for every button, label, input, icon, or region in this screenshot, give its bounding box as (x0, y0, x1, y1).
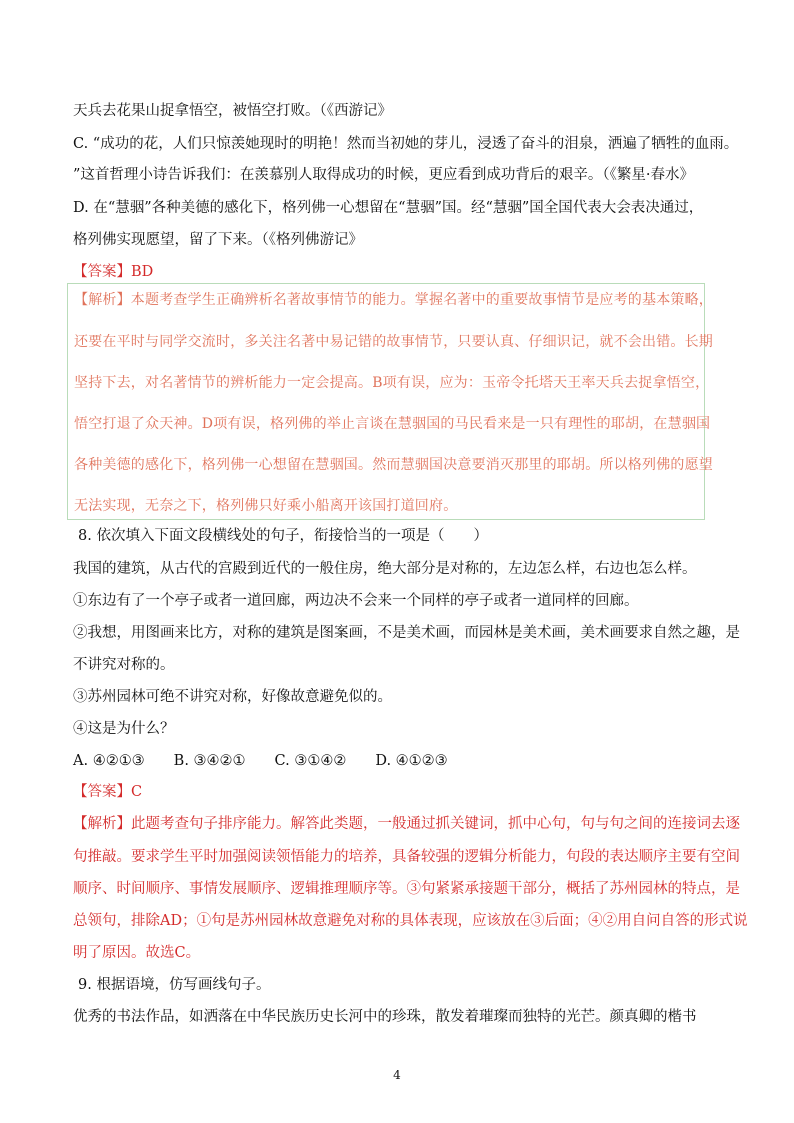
sentence-2: ②我想，用图画来比方，对称的建筑是图案画，不是美术画，而园林是美术画，美术画要求自然之趣，是 (73, 625, 740, 641)
sentence-2-cont: 不讲究对称的。 (73, 657, 175, 673)
option-c: C. “成功的花，人们只惊羡她现时的明艳！然而当初她的芽儿，浸透了奋斗的泪泉，洒遍了牺牲的血雨。 (73, 136, 739, 152)
question-8-options: A. ④②①③ B. ③④②① C. ③①④② D. ④①②③ (73, 753, 448, 769)
question-8: 8. 依次填入下面文段横线处的句子，衔接恰当的一项是（ ） (78, 528, 488, 544)
analysis-1-line: 坚持下去，对名著情节的辨析能力一定会提高。B项有误，应为：玉帝令托塔天王率天兵去捉拿悟空， (74, 375, 710, 391)
analysis-1-line: 无法实现，无奈之下，格列佛只好乘小船离开该国打道回府。 (74, 498, 458, 514)
analysis-1-line: 悟空打退了众天神。D项有误，格列佛的举止言谈在慧骃国的马民看来是一只有理性的耶胡，在慧骃国 (74, 416, 711, 432)
sentence-1: ①东边有了一个亭子或者一道回廊，两边决不会来一个同样的亭子或者一道同样的回廊。 (73, 593, 639, 609)
analysis-1-box (67, 283, 713, 520)
analysis-1-line: 【解析】本题考查学生正确辨析名著故事情节的能力。掌握名著中的重要故事情节是应考的基本策略， (74, 292, 713, 308)
page-number: 4 (393, 1068, 401, 1082)
analysis-1-line: 各种美德的感化下，格列佛一心想留在慧骃国。然而慧骃国决意要消灭那里的耶胡。所以格列佛的愿望 (74, 457, 713, 473)
question-9: 9. 根据语境，仿写画线句子。 (78, 977, 271, 993)
option-c-cont: ”这首哲理小诗告诉我们：在羡慕别人取得成功的时候，更应看到成功背后的艰辛。（《繁星·春水》 (73, 167, 695, 183)
analysis-1-line: 还要在平时与同学交流时，多关注名著中易记错的故事情节，只要认真、仔细识记，就不会出错。长期 (74, 334, 713, 350)
analysis-2-line: 句推敲。要求学生平时加强阅读领悟能力的培养，具备较强的逻辑分析能力，句段的表达顺序主要有空间 (73, 849, 740, 865)
analysis-2-line: 顺序、时间顺序、事情发展顺序、逻辑推理顺序等。③句紧紧承接题干部分，概括了苏州园林的特点，是 (73, 881, 740, 897)
question-8-passage: 我国的建筑，从古代的宫殿到近代的一般住房，绝大部分是对称的，左边怎么样，右边也怎么样。 (73, 561, 697, 577)
analysis-2-line: 明了原因。故选C。 (73, 945, 201, 961)
answer-2: 【答案】C (73, 784, 143, 800)
answer-1: 【答案】BD (73, 264, 154, 280)
sentence-4: ④这是为什么？ (73, 721, 175, 737)
analysis-2-line: 【解析】此题考查句子排序能力。解答此类题，一般通过抓关键词，抓中心句，句与句之间的连接词去逐 (73, 816, 740, 832)
option-d-cont: 格列佛实现愿望，留了下来。（《格列佛游记》 (73, 232, 363, 248)
option-b-tail: 天兵去花果山捉拿悟空，被悟空打败。（《西游记》 (73, 103, 392, 119)
sentence-3: ③苏州园林可绝不讲究对称，好像故意避免似的。 (73, 689, 392, 705)
analysis-2-line: 总领句，排除AD；①句是苏州园林故意避免对称的具体表现，应该放在③后面；④②用自问自答的形式说 (73, 913, 748, 929)
option-d: D. 在“慧骃”各种美德的感化下，格列佛一心想留在“慧骃”国。经“慧骃”国全国代表大会表决通过， (73, 200, 704, 216)
question-9-passage: 优秀的书法作品，如洒落在中华民族历史长河中的珍珠，散发着璀璨而独特的光芒。颜真卿的楷书 (73, 1009, 697, 1025)
